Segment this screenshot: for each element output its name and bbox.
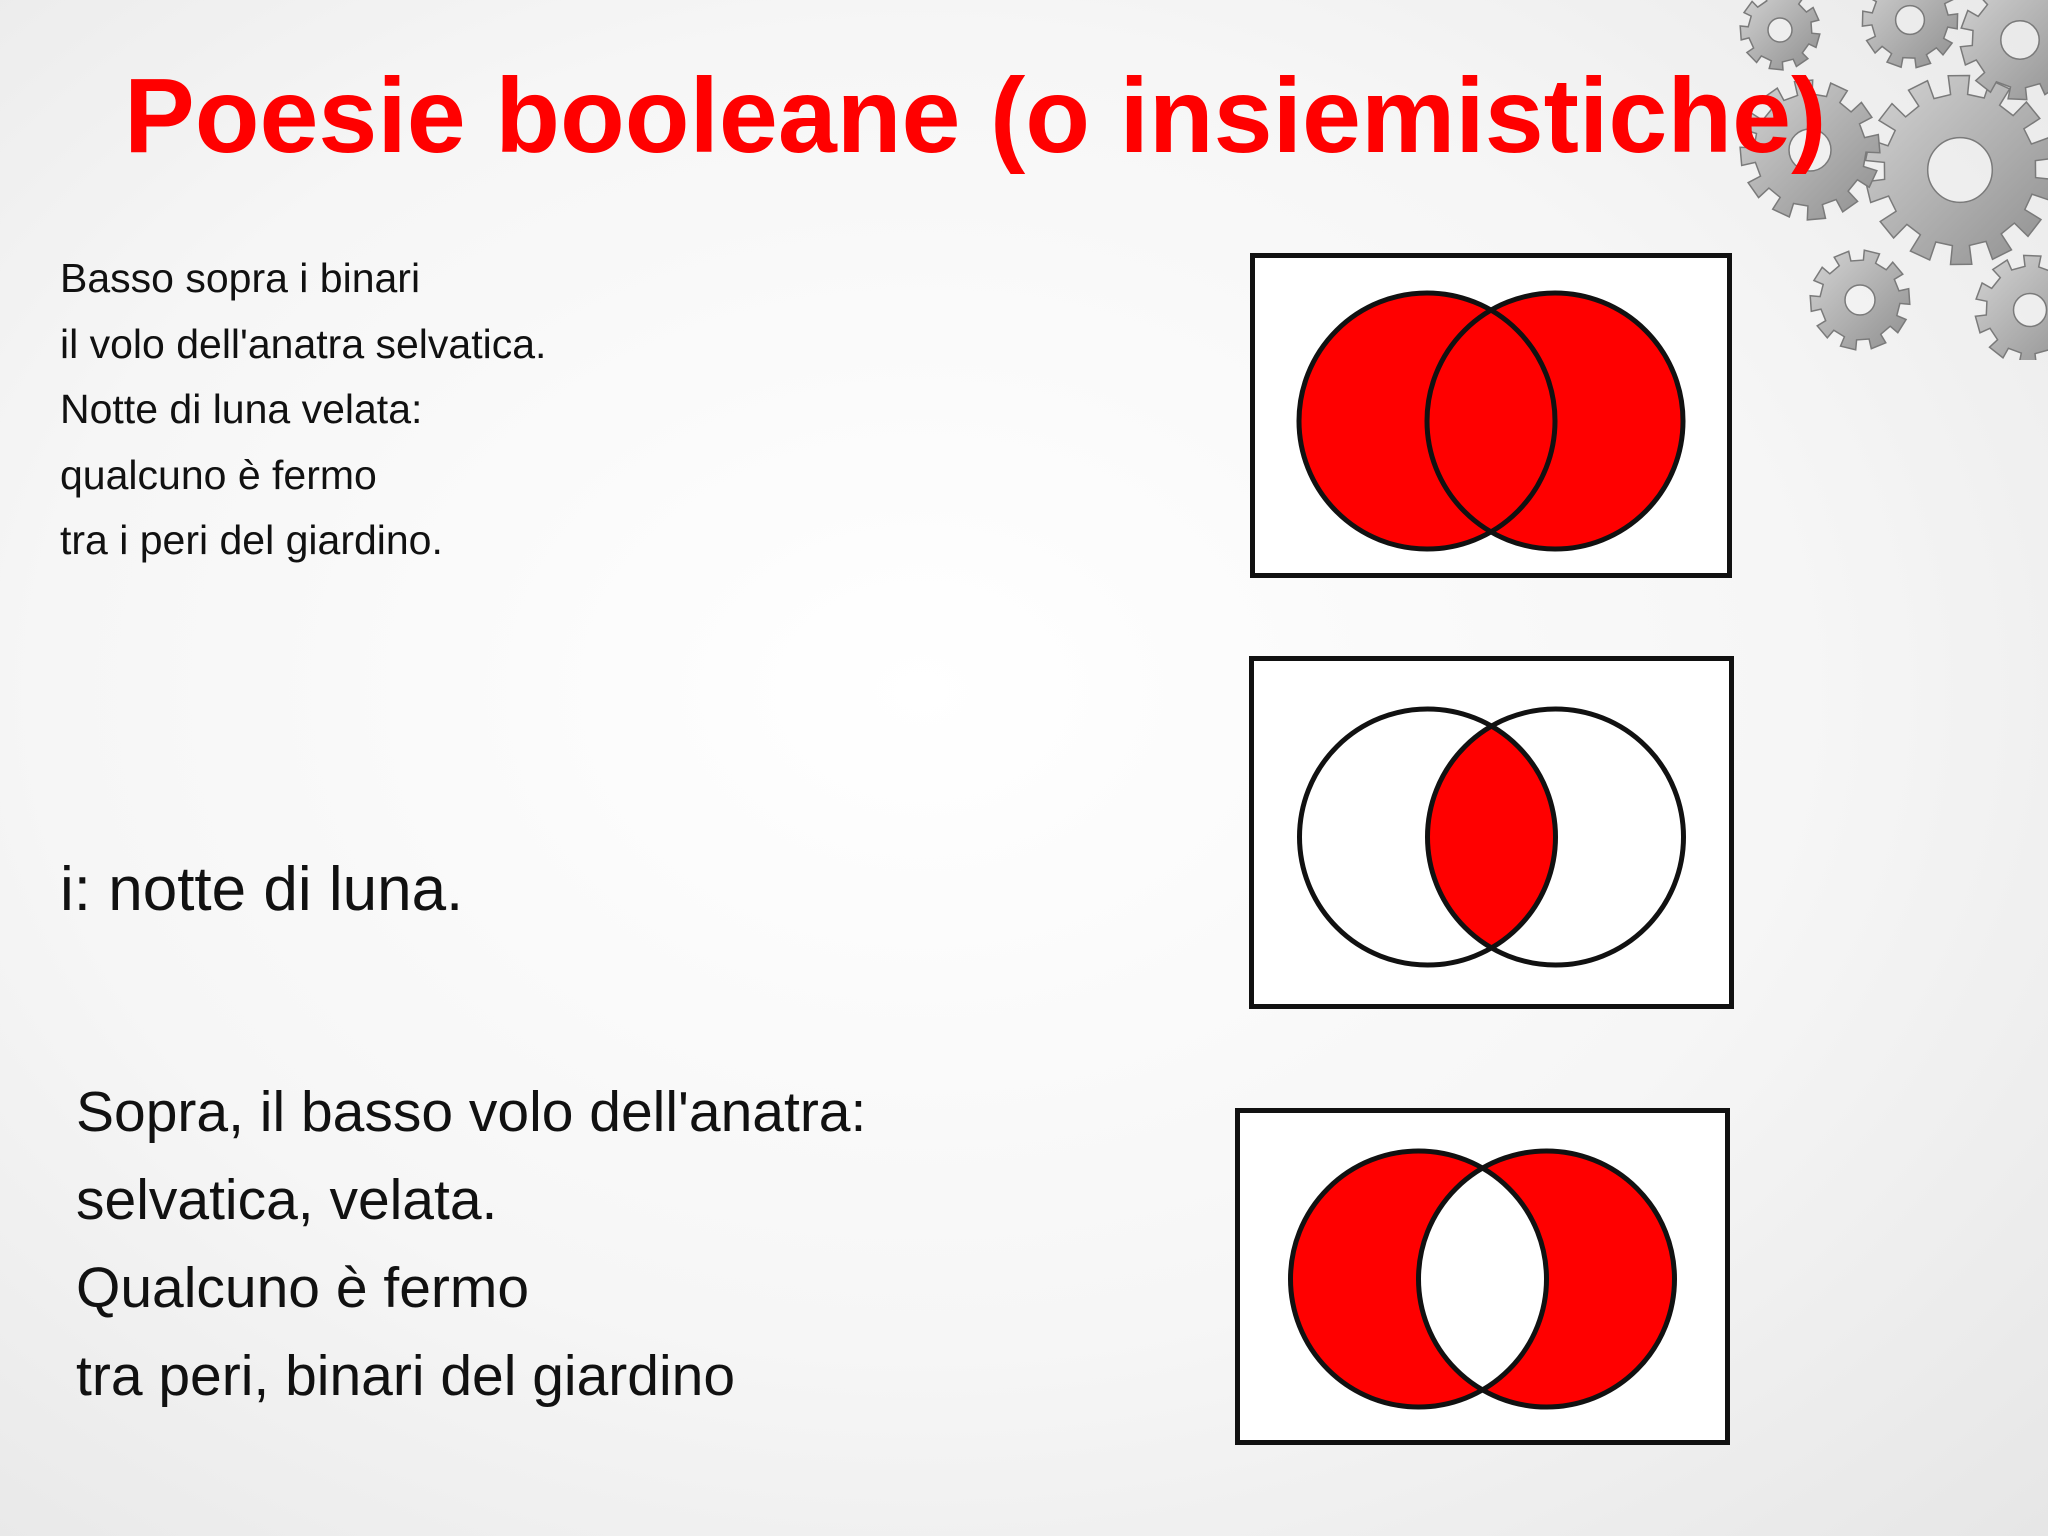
poem-line: Sopra, il basso volo dell'anatra: — [76, 1080, 867, 1144]
venn-diagram-intersection — [1249, 656, 1734, 1009]
poem-line: Qualcuno è fermo — [76, 1256, 530, 1320]
poem-line: Notte di luna velata: — [60, 386, 423, 432]
poem-line: Basso sopra i binari — [60, 255, 421, 301]
venn-region-intersection — [1428, 726, 1556, 948]
poem-line: tra peri, binari del giardino — [76, 1344, 736, 1408]
poem-line: il volo dell'anatra selvatica. — [60, 320, 547, 367]
poem-line: selvatica, velata. — [76, 1168, 498, 1232]
page-title: Poesie booleane (o insiemistiche) — [124, 57, 1827, 175]
poem-original — [60, 246, 546, 574]
poem-line: qualcuno è fermo — [60, 451, 377, 498]
poem-intersection — [60, 848, 463, 932]
poem-line: tra i peri del giardino. — [60, 517, 443, 563]
gears-icon — [1660, 0, 2048, 360]
poem-symmetric-difference — [76, 1068, 866, 1420]
venn-diagram-symmetric-difference — [1235, 1108, 1730, 1445]
poem-line: i: notte di luna. — [60, 855, 464, 924]
